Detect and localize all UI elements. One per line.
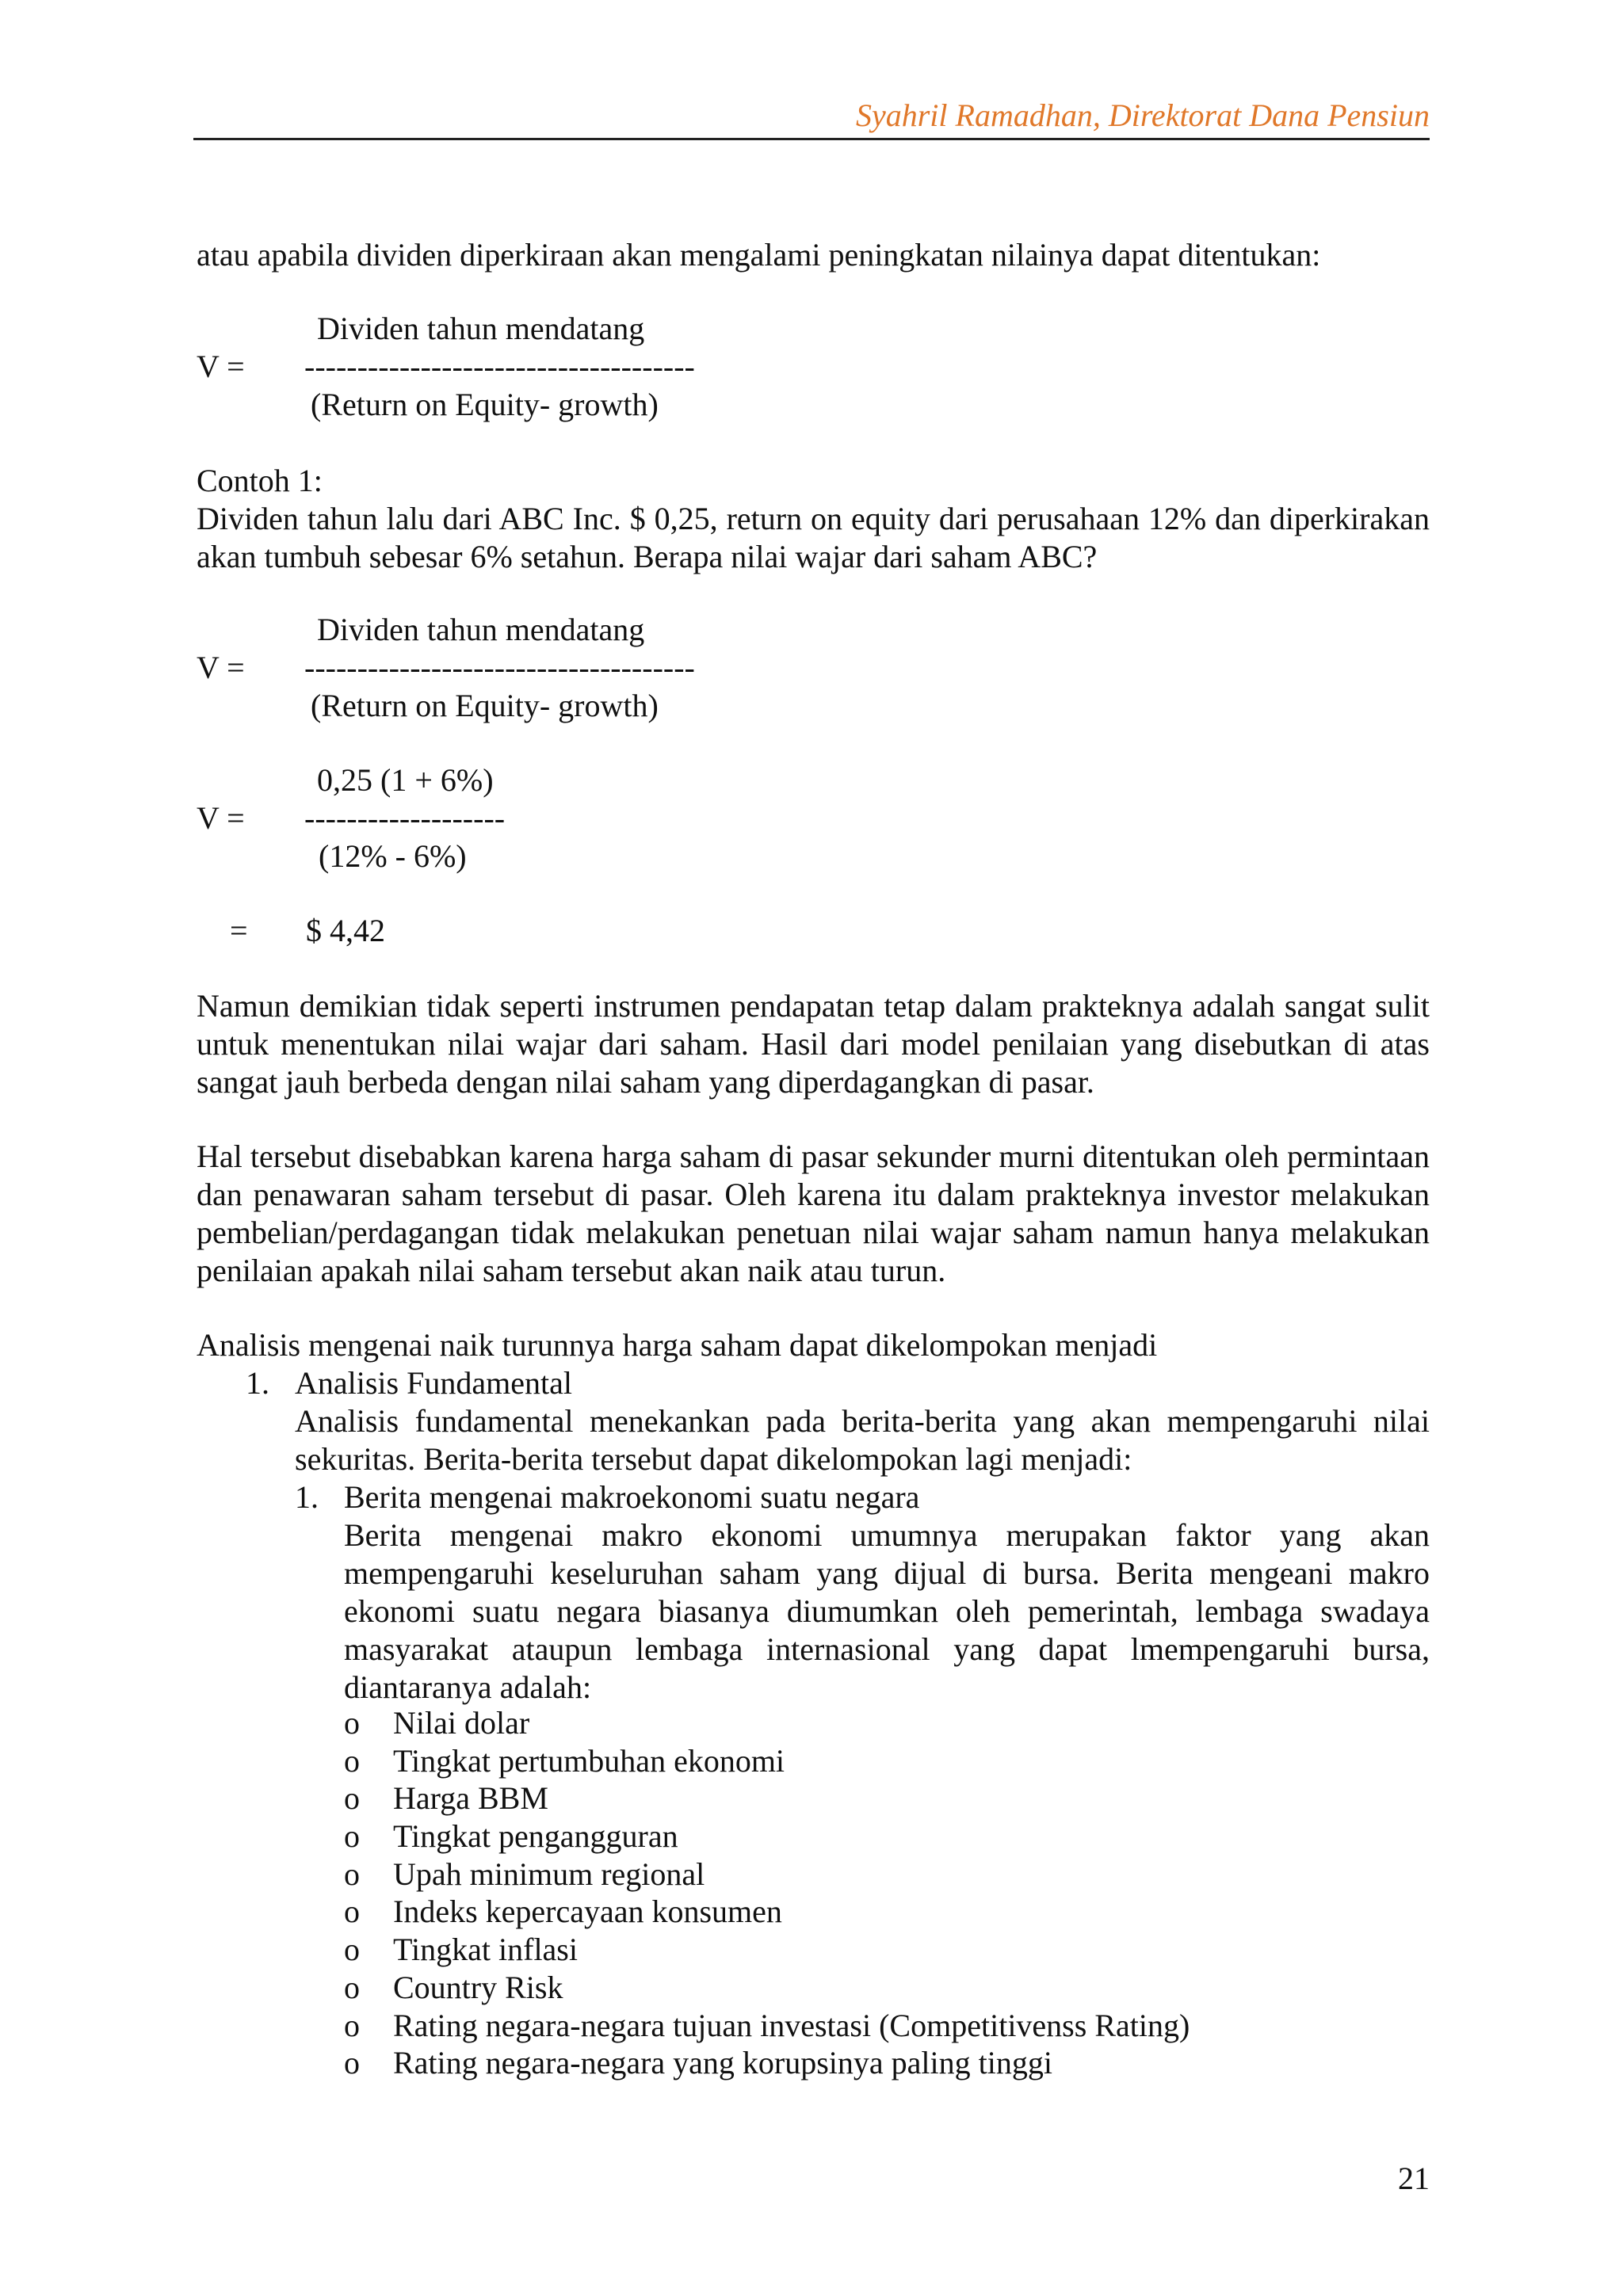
bullet-marker: o: [344, 1856, 360, 1892]
formula-lhs: V =: [197, 650, 245, 685]
bullet-item: Country Risk: [393, 1970, 563, 2005]
calc-bar: -------------------: [304, 800, 506, 836]
calc-denominator: (12% - 6%): [319, 838, 467, 874]
running-header: Syahril Ramadhan, Direktorat Dana Pensiun: [855, 97, 1430, 133]
bullet-marker: o: [344, 1743, 360, 1779]
formula-denominator: (Return on Equity- growth): [311, 387, 659, 422]
bullet-marker: o: [344, 1894, 360, 1929]
calc-lhs: V =: [197, 800, 245, 836]
bullet-item: Tingkat pertumbuhan ekonomi: [393, 1743, 785, 1779]
paragraph-2: Hal tersebut disebabkan karena harga saham di pasar sekunder murni ditentukan oleh permintaan dan penawaran saham tersebut di pasar. Oleh karena itu dalam prakteknya investor melakukan pembelian/perdagangan tidak melakukan penetuan nilai wajar saham namun hanya melakukan penilaian apakah nilai saham tersebut akan naik atau turun.: [197, 1138, 1430, 1288]
bullet-marker: o: [344, 1705, 360, 1741]
page-number: 21: [1398, 2161, 1430, 2196]
list-number: 1.: [246, 1365, 269, 1401]
formula-denominator: (Return on Equity- growth): [311, 688, 659, 723]
bullet-item: Tingkat inflasi: [393, 1932, 578, 1967]
intro-text: atau apabila dividen diperkiraan akan mengalami peningkatan nilainya dapat ditentukan:: [197, 237, 1321, 273]
formula-bar: -------------------------------------: [304, 349, 695, 384]
bullet-item: Rating negara-negara yang korupsinya paling tinggi: [393, 2045, 1052, 2081]
list-title: Analisis Fundamental: [295, 1365, 572, 1401]
formula-bar: -------------------------------------: [304, 650, 695, 685]
bullet-marker: o: [344, 2045, 360, 2081]
bullet-item: Harga BBM: [393, 1780, 548, 1816]
result-value: $ 4,42: [306, 913, 385, 948]
bullet-marker: o: [344, 2008, 360, 2043]
result-equals: =: [230, 913, 248, 948]
bullet-marker: o: [344, 1818, 360, 1854]
list-body: Analisis fundamental menekankan pada berita-berita yang akan mempengaruhi nilai sekuritas. Berita-berita tersebut dapat dikelompokan lagi menjadi:: [295, 1403, 1430, 1477]
paragraph-3: Analisis mengenai naik turunnya harga saham dapat dikelompokan menjadi: [197, 1327, 1158, 1363]
calc-numerator: 0,25 (1 + 6%): [317, 762, 494, 798]
formula-numerator: Dividen tahun mendatang: [317, 612, 645, 647]
bullet-item: Upah minimum regional: [393, 1856, 705, 1892]
example-heading: Contoh 1:: [197, 463, 323, 498]
sub-list-number: 1.: [295, 1479, 319, 1515]
bullet-item: Rating negara-negara tujuan investasi (Competitivenss Rating): [393, 2008, 1190, 2043]
formula-lhs: V =: [197, 349, 245, 384]
bullet-item: Tingkat pengangguran: [393, 1818, 678, 1854]
bullet-marker: o: [344, 1932, 360, 1967]
paragraph-1: Namun demikian tidak seperti instrumen pendapatan tetap dalam prakteknya adalah sangat sulit untuk menentukan nilai wajar dari saham. Hasil dari model penilaian yang disebutkan di atas sangat jauh berbeda dengan nilai saham yang diperdagangkan di pasar.: [197, 988, 1430, 1100]
bullet-item: Nilai dolar: [393, 1705, 530, 1741]
sub-list-body: Berita mengenai makro ekonomi umumnya merupakan faktor yang akan mempengaruhi keseluruhan saham yang dijual di bursa. Berita mengeani makro ekonomi suatu negara biasanya diumumkan oleh pemerintah, lembaga swadaya masyarakat ataupun lembaga internasional yang dapat lmempengaruhi bursa, diantaranya adalah:: [344, 1517, 1430, 1705]
header-rule: [193, 138, 1430, 140]
sub-list-title: Berita mengenai makroekonomi suatu negara: [344, 1479, 920, 1515]
bullet-marker: o: [344, 1780, 360, 1816]
formula-numerator: Dividen tahun mendatang: [317, 311, 645, 346]
example-text: Dividen tahun lalu dari ABC Inc. $ 0,25, return on equity dari perusahaan 12% dan diperkirakan akan tumbuh sebesar 6% setahun. Berapa nilai wajar dari saham ABC?: [197, 501, 1430, 574]
bullet-marker: o: [344, 1970, 360, 2005]
bullet-item: Indeks kepercayaan konsumen: [393, 1894, 782, 1929]
